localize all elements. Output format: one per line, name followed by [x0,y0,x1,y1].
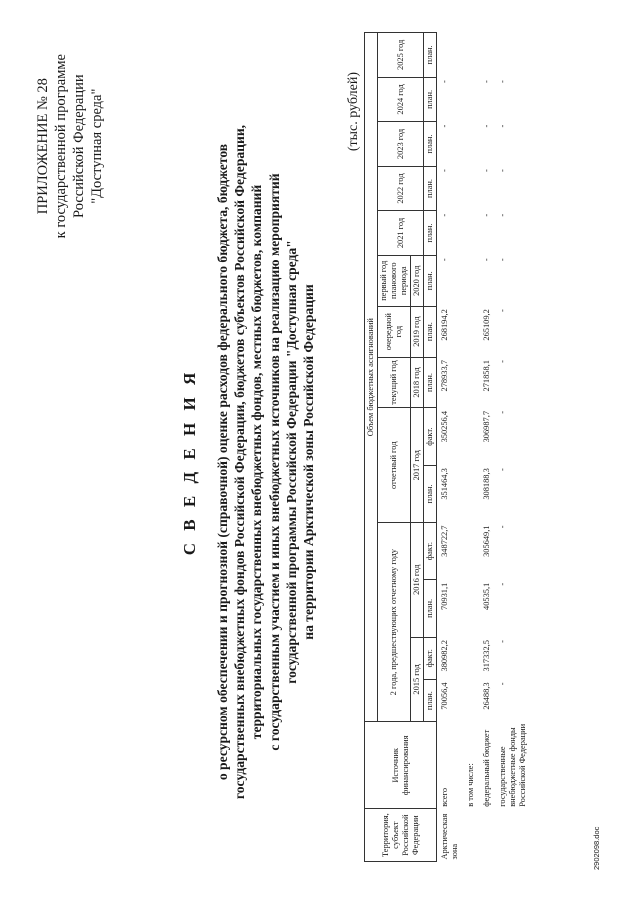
annex-line: Российской Федерации [71,74,87,218]
header-report-year: отчетный год [378,408,411,523]
file-name: 2902098.doc [592,826,601,870]
cell-value: 26488,3 [482,682,491,710]
annex-number: ПРИЛОЖЕНИЕ № 28 [35,78,51,215]
header-plan: план. [424,580,437,637]
cell-value: - [498,525,507,529]
cell-value: - [440,124,449,128]
header-plan: план. [424,122,437,167]
header-plan: план. [424,33,437,78]
cell-value: 350256,4 [440,410,449,443]
cell-value: 306987,7 [482,410,491,443]
header-plan: план. [424,77,437,122]
cell-value [437,33,464,78]
header-plan: план. [424,255,437,306]
header-plan-year1: первый год планового периода [378,255,411,306]
header-year-2023: 2023 год [378,122,424,167]
cell-value: 308188,3 [482,468,491,500]
cell-value: 348722,7 [440,525,449,557]
header-prev-years: 2 года, предшествующих отчетному году [378,523,411,722]
cell-value: 265109,2 [482,309,491,341]
cell-value [479,33,495,78]
title-line: государственных внебюджетных фондов Российской Федерации, бюджетов субъектов Российской Федерации, [232,124,248,800]
header-year-2015: 2015 год [411,637,424,722]
cell-empty [463,33,479,722]
cell-source: в том числе: [466,763,475,807]
header-year-2021: 2021 год [378,211,424,256]
header-territory: Территория, субъект Российской Федерации [365,809,437,862]
annex-line: к государственной программе [53,54,69,239]
cell-value: - [498,410,507,414]
budget-table [364,32,531,862]
header-plan: план. [424,465,437,522]
cell-value: - [498,640,507,643]
header-plan: план. [424,679,437,721]
cell-value: - [440,213,449,217]
cell-value: - [498,360,507,363]
cell-value: - [498,124,507,128]
title-line: государственной программы Российской Федерации "Доступная среда" [283,240,299,684]
cell-territory: Арктическая зона [440,813,459,860]
title-line: территориальных государственных внебюджетных фондов, местных бюджетов, компаний [249,184,265,740]
cell-value: - [498,169,507,173]
cell-value: 40535,1 [482,582,491,610]
cell-value: - [440,258,449,262]
cell-value: - [440,80,449,83]
title-line: с государственным участием и иных внебюджетных источников на реализацию мероприятий [266,173,282,751]
header-plan: план. [424,211,437,256]
cell-value: - [482,169,491,173]
header-year-2019: 2019 год [411,306,424,357]
cell-territory [463,809,479,862]
header-current-year: текущий год [378,357,411,408]
title-heading: С В Е Д Е Н И Я [180,368,199,556]
header-year-2016: 2016 год [411,523,424,638]
header-year-2022: 2022 год [378,166,424,211]
cell-value [495,33,531,78]
units-label: (тыс. рублей) [346,72,361,152]
header-year-2018: 2018 год [411,357,424,408]
cell-value: - [482,80,491,83]
header-plan: план. [424,166,437,211]
document-page [4,32,624,892]
cell-value: - [498,582,507,586]
header-volume: Объем бюджетных ассигнований [365,33,378,722]
header-fact: факт. [424,637,437,679]
cell-source: федеральный бюджет [482,729,491,807]
header-year-2024: 2024 год [378,77,424,122]
title-line: о ресурсном обеспечении и прогнозной (справочной) оценке расходов федерального бюджета, бюджетов [215,143,230,781]
header-fact: факт. [424,408,437,465]
cell-territory [479,809,495,862]
table-body [437,33,532,862]
annex-block [34,54,106,238]
header-next-year: очередной год [378,306,411,357]
cell-value: - [498,682,507,686]
header-source: Источник финансирования [365,722,437,809]
title-line: на территории Арктической зоны Российской Федерации [301,284,317,640]
header-plan: план. [424,357,437,408]
header-year-2020: 2020 год [411,255,424,306]
cell-value: - [498,258,507,262]
cell-source: всего [440,787,449,807]
cell-value: - [498,468,507,472]
cell-value: - [498,213,507,217]
header-year-2025: 2025 год [378,33,424,78]
cell-value: - [482,124,491,128]
cell-value: 70931,1 [440,582,449,610]
table-row [479,33,495,862]
cell-value: - [482,258,491,262]
cell-territory [495,809,531,862]
table-row [463,33,479,862]
cell-source: государственные внебюджетные фонды Российской Федерации [498,723,527,807]
cell-value: 380982,2 [440,640,449,672]
header-plan: план. [424,306,437,357]
cell-value: 305649,1 [482,525,491,557]
cell-value: 278933,7 [440,360,449,392]
cell-value: - [482,213,491,217]
annex-line: "Доступная среда" [89,88,105,204]
cell-value: - [498,309,507,312]
cell-value: 271858,1 [482,360,491,392]
header-fact: факт. [424,523,437,580]
table-row [437,33,464,862]
cell-value: 317332,5 [482,640,491,672]
cell-value: 70056,4 [440,682,449,710]
cell-value: 268194,2 [440,309,449,341]
table-row [495,33,531,862]
cell-value: - [440,169,449,173]
header-year-2017: 2017 год [411,408,424,523]
document-title [180,32,317,892]
cell-value: 351464,3 [440,468,449,500]
cell-value: - [498,80,507,83]
